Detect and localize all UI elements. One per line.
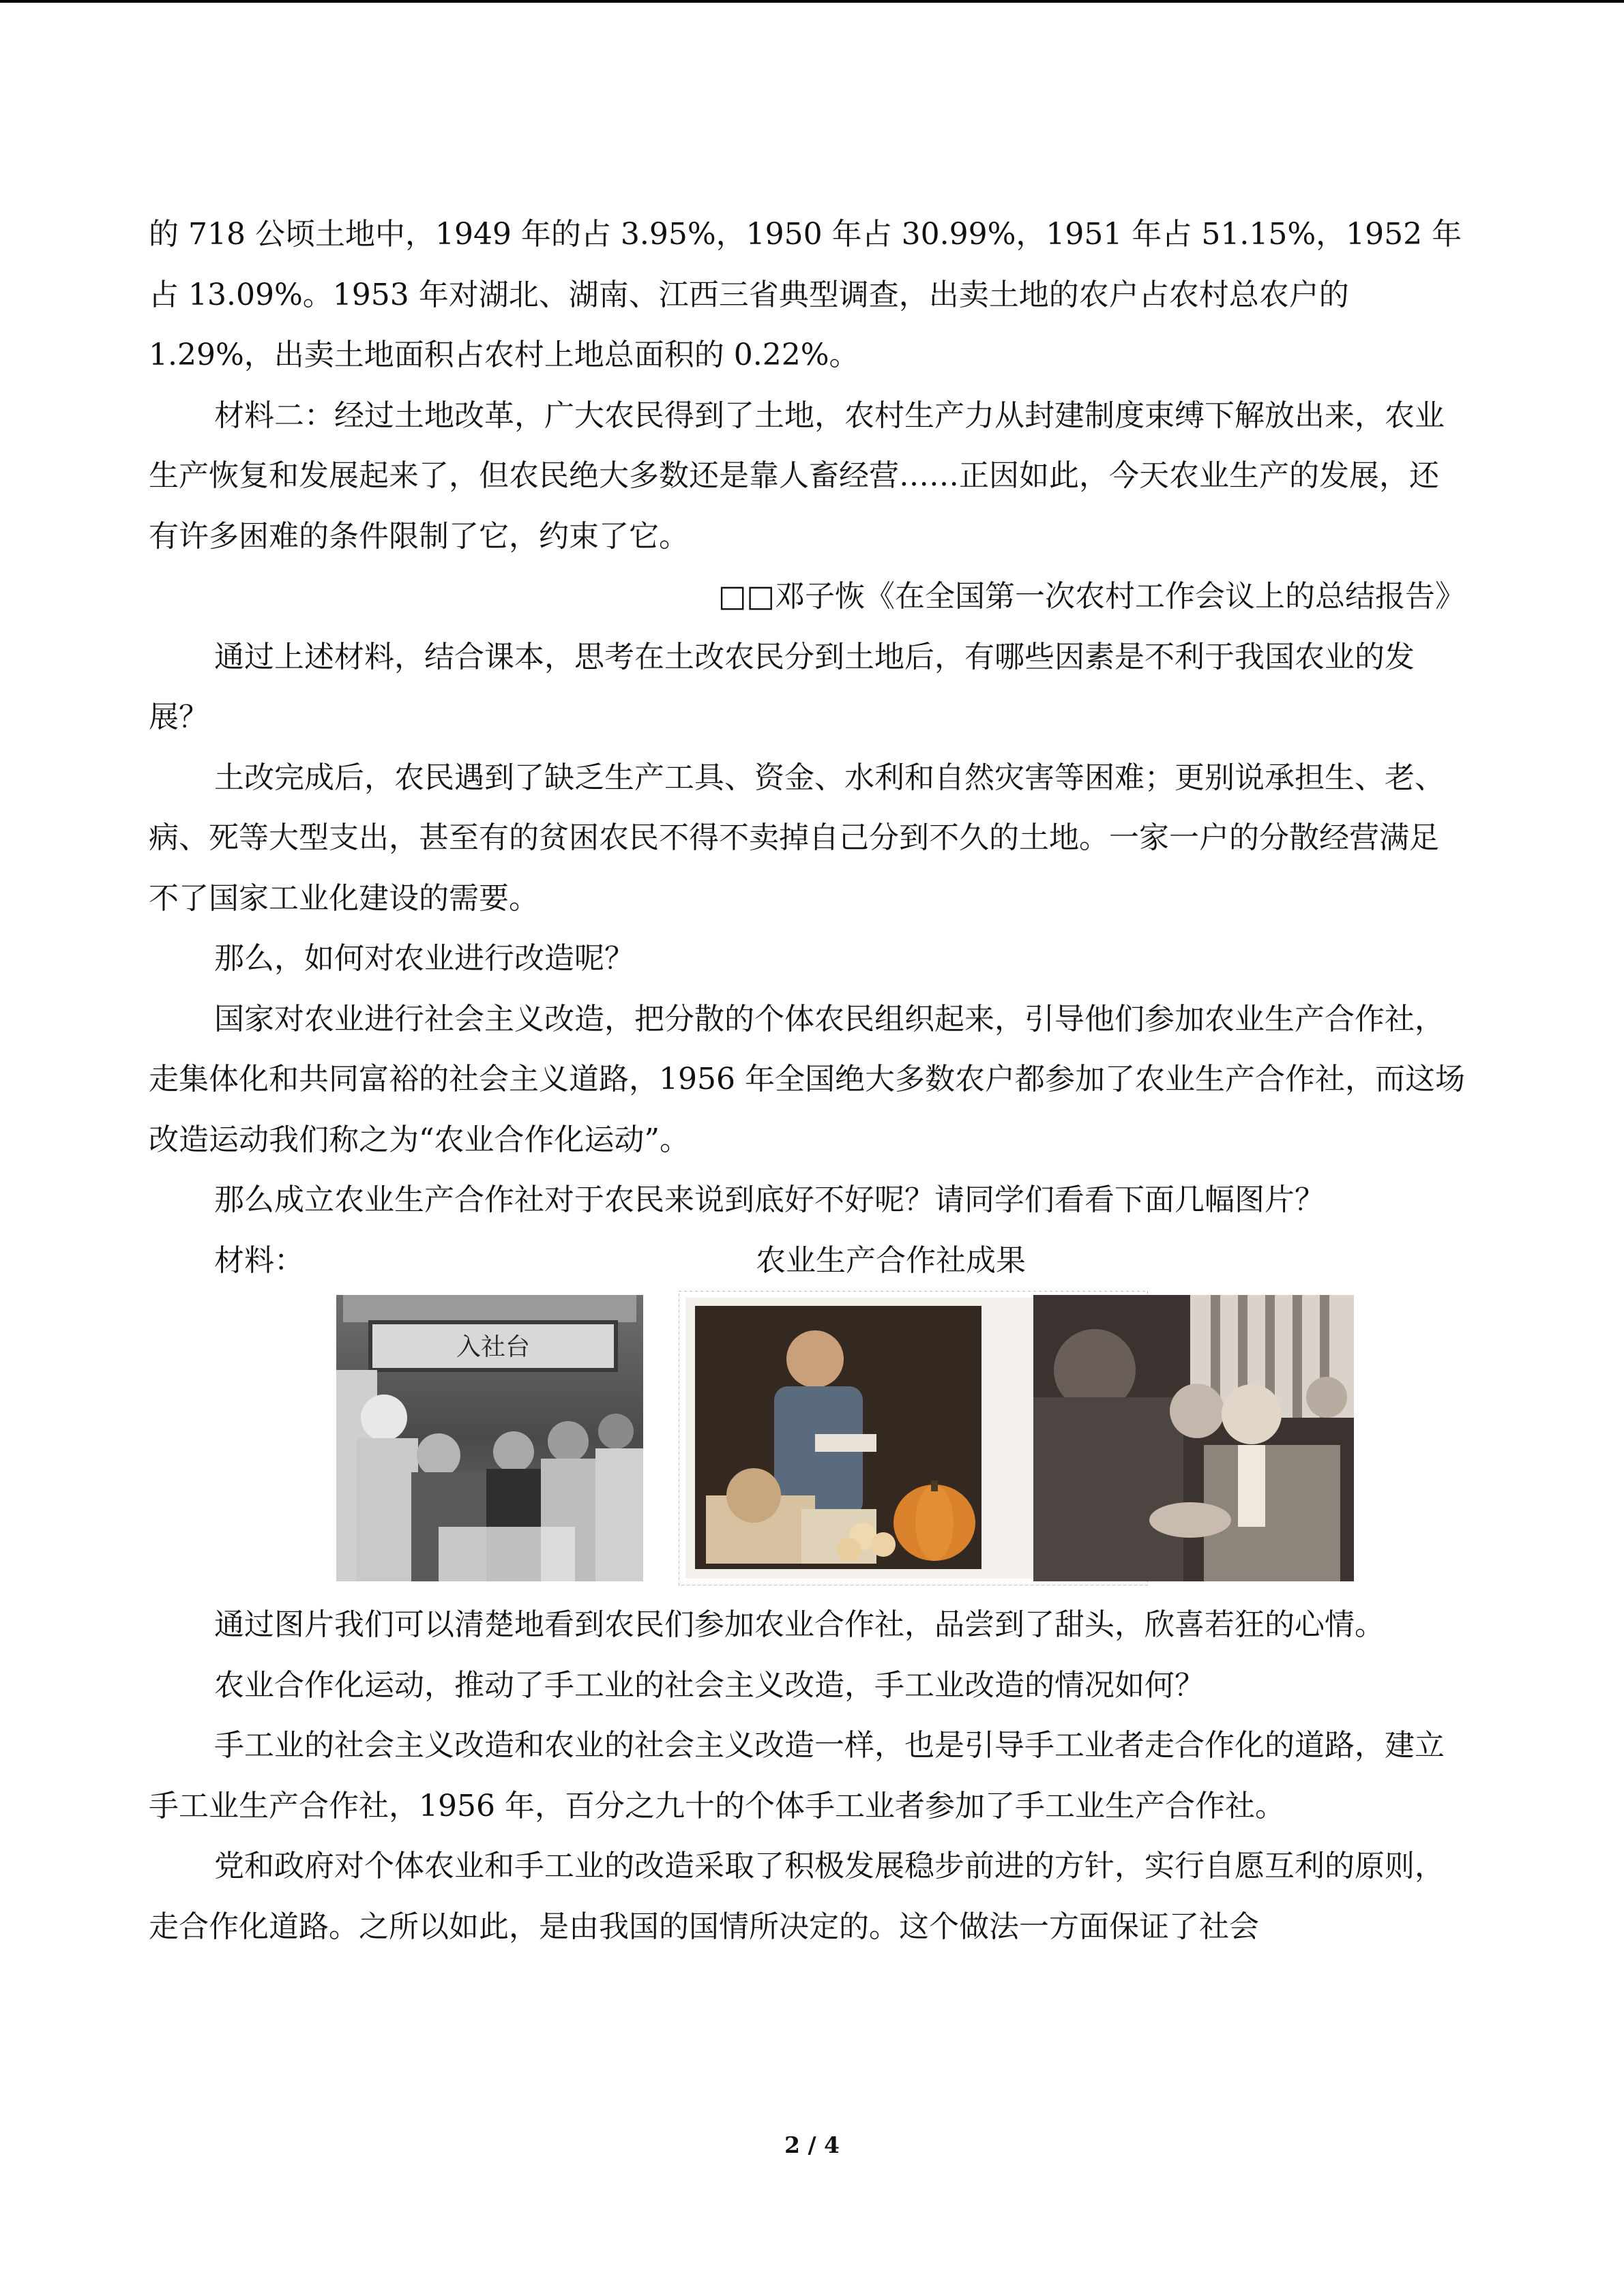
paragraph-pictures-conclusion: 通过图片我们可以清楚地看到农民们参加农业合作社，品尝到了甜头，欣喜若狂的心情。 bbox=[214, 1607, 1385, 1642]
paragraph-handicraft-question: 农业合作化运动，推动了手工业的社会主义改造，手工业改造的情况如何？ bbox=[214, 1667, 1205, 1703]
paragraph-material-two: 材料二：经过土地改革，广大农民得到了土地，农村生产力从封建制度束缚下解放出来，农业生产恢复和发展起来了，但农民绝大多数还是靠人畜经营……正因如此，今天农业生产的发展，还有许多困难的条件限制了它，约束了它。 bbox=[149, 398, 1445, 554]
page-number: 2 / 4 bbox=[784, 2132, 840, 2158]
paragraph-land-stats: 的 718 公顷土地中，1949 年的占 3.95%，1950 年占 30.99%，1951 年占 51.15%，1952 年占 13.09%。1953 年对湖北、湖南、江西三省典型调查，出卖土地的农户占农村总农户的 1.29%，出卖土地面积占农村上地总面积的 0.22%。 bbox=[149, 217, 1462, 372]
photo-row bbox=[149, 1291, 1465, 1595]
paragraph-policy: 党和政府对个体农业和手工业的改造采取了积极发展稳步前进的方针，实行自愿互利的原则，走合作化道路。之所以如此，是由我国的国情所决定的。这个做法一方面保证了社会 bbox=[149, 1849, 1445, 1944]
paragraph-how-reform: 那么，如何对农业进行改造呢？ bbox=[214, 941, 634, 976]
paragraph-good-or-not: 那么成立农业生产合作社对于农民来说到底好不好呢？请同学们看看下面几幅图片？ bbox=[214, 1182, 1325, 1217]
figure-caption: 农业生产合作社成果 bbox=[756, 1242, 1026, 1278]
paragraph-handicraft-answer: 手工业的社会主义改造和农业的社会主义改造一样，也是引导手工业者走合作化的道路，建立手工业生产合作社，1956 年，百分之九十的个体手工业者参加了手工业生产合作社。 bbox=[149, 1728, 1445, 1823]
handshake-photo bbox=[1033, 1295, 1354, 1581]
material-label: 材料： bbox=[214, 1242, 304, 1278]
document-body bbox=[149, 205, 1465, 1957]
paragraph-answer: 土改完成后，农民遇到了缺乏生产工具、资金、水利和自然灾害等困难；更别说承担生、老、病、死等大型支出，甚至有的贫困农民不得不卖掉自己分到不久的土地。一家一户的分散经营满足不了国家工业化建设的需要。 bbox=[149, 760, 1445, 916]
villagers-photo bbox=[336, 1295, 643, 1581]
top-border bbox=[0, 0, 1624, 3]
paragraph-question: 通过上述材料，结合课本，思考在土改农民分到土地后，有哪些因素是不利于我国农业的发展？ bbox=[149, 639, 1415, 734]
paragraph-cooperative-movement: 国家对农业进行社会主义改造，把分散的个体农民组织起来，引导他们参加农业生产合作社，走集体化和共同富裕的社会主义道路，1956 年全国绝大多数农户都参加了农业生产合作社，而这场改造运动我们称之为“农业合作化运动”。 bbox=[149, 1001, 1465, 1157]
citation: □□邓子恢《在全国第一次农村工作会议上的总结报告》 bbox=[718, 579, 1465, 614]
sign-text: 入社台 bbox=[456, 1333, 531, 1361]
material-line bbox=[149, 1231, 1465, 1292]
